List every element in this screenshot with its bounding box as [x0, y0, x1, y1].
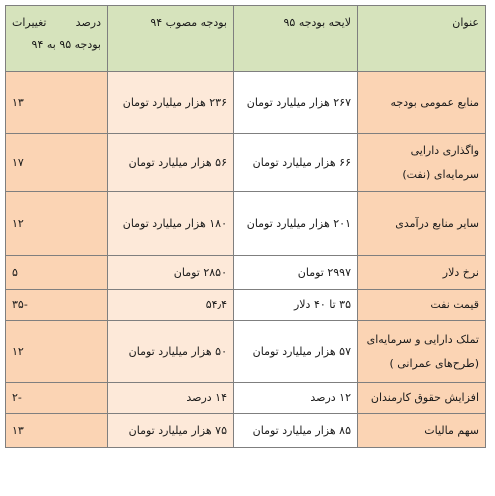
row-title: نرخ دلار: [358, 256, 486, 290]
row-approved94: ۵۴٫۴: [108, 290, 234, 321]
row-approved94: ۱۸۰ هزار میلیارد تومان: [108, 192, 234, 256]
table-header-row: [6, 6, 486, 72]
table-row: [6, 192, 486, 256]
table-row: [6, 134, 486, 192]
row-bill95: ۳۵ تا ۴۰ دلار: [234, 290, 358, 321]
row-change: ۱۲: [6, 321, 108, 383]
budget-table-container: [5, 5, 485, 448]
row-title: تملک دارایی و سرمایه‌ای (طرح‌های عمرانی ): [358, 321, 486, 383]
row-bill95: ۵۷ هزار میلیارد تومان: [234, 321, 358, 383]
row-bill95: ۱۲ درصد: [234, 383, 358, 414]
table-row: [6, 414, 486, 448]
row-title: واگذاری دارایی سرمایه‌ای (نفت): [358, 134, 486, 192]
table-row: [6, 72, 486, 134]
header-change: درصد تغییرات بودجه ۹۵ به ۹۴: [6, 6, 108, 72]
row-approved94: ۱۴ درصد: [108, 383, 234, 414]
row-title: سهم مالیات: [358, 414, 486, 448]
table-row: [6, 256, 486, 290]
row-change: ۱۲: [6, 192, 108, 256]
row-bill95: ۶۶ هزار میلیارد تومان: [234, 134, 358, 192]
row-change: ۱۷: [6, 134, 108, 192]
header-bill95: لایحه بودجه ۹۵: [234, 6, 358, 72]
row-change: ۵: [6, 256, 108, 290]
row-approved94: ۵۶ هزار میلیارد تومان: [108, 134, 234, 192]
row-approved94: ۲۸۵۰ تومان: [108, 256, 234, 290]
row-title: افزایش حقوق کارمندان: [358, 383, 486, 414]
table-row: [6, 383, 486, 414]
budget-table: [5, 5, 486, 448]
row-title: سایر منابع درآمدی: [358, 192, 486, 256]
row-title: قیمت نفت: [358, 290, 486, 321]
row-approved94: ۷۵ هزار میلیارد تومان: [108, 414, 234, 448]
row-bill95: ۲۹۹۷ تومان: [234, 256, 358, 290]
row-change: -۳۵: [6, 290, 108, 321]
table-row: [6, 290, 486, 321]
row-change: ۱۳: [6, 72, 108, 134]
row-title: منابع عمومی بودجه: [358, 72, 486, 134]
row-change: ۱۳: [6, 414, 108, 448]
table-row: [6, 321, 486, 383]
row-approved94: ۲۳۶ هزار میلیارد تومان: [108, 72, 234, 134]
row-bill95: ۸۵ هزار میلیارد تومان: [234, 414, 358, 448]
header-title: عنوان: [358, 6, 486, 72]
row-approved94: ۵۰ هزار میلیارد تومان: [108, 321, 234, 383]
header-approved94: بودجه مصوب ۹۴: [108, 6, 234, 72]
row-change: -۲: [6, 383, 108, 414]
row-bill95: ۲۶۷ هزار میلیارد تومان: [234, 72, 358, 134]
row-bill95: ۲۰۱ هزار میلیارد تومان: [234, 192, 358, 256]
